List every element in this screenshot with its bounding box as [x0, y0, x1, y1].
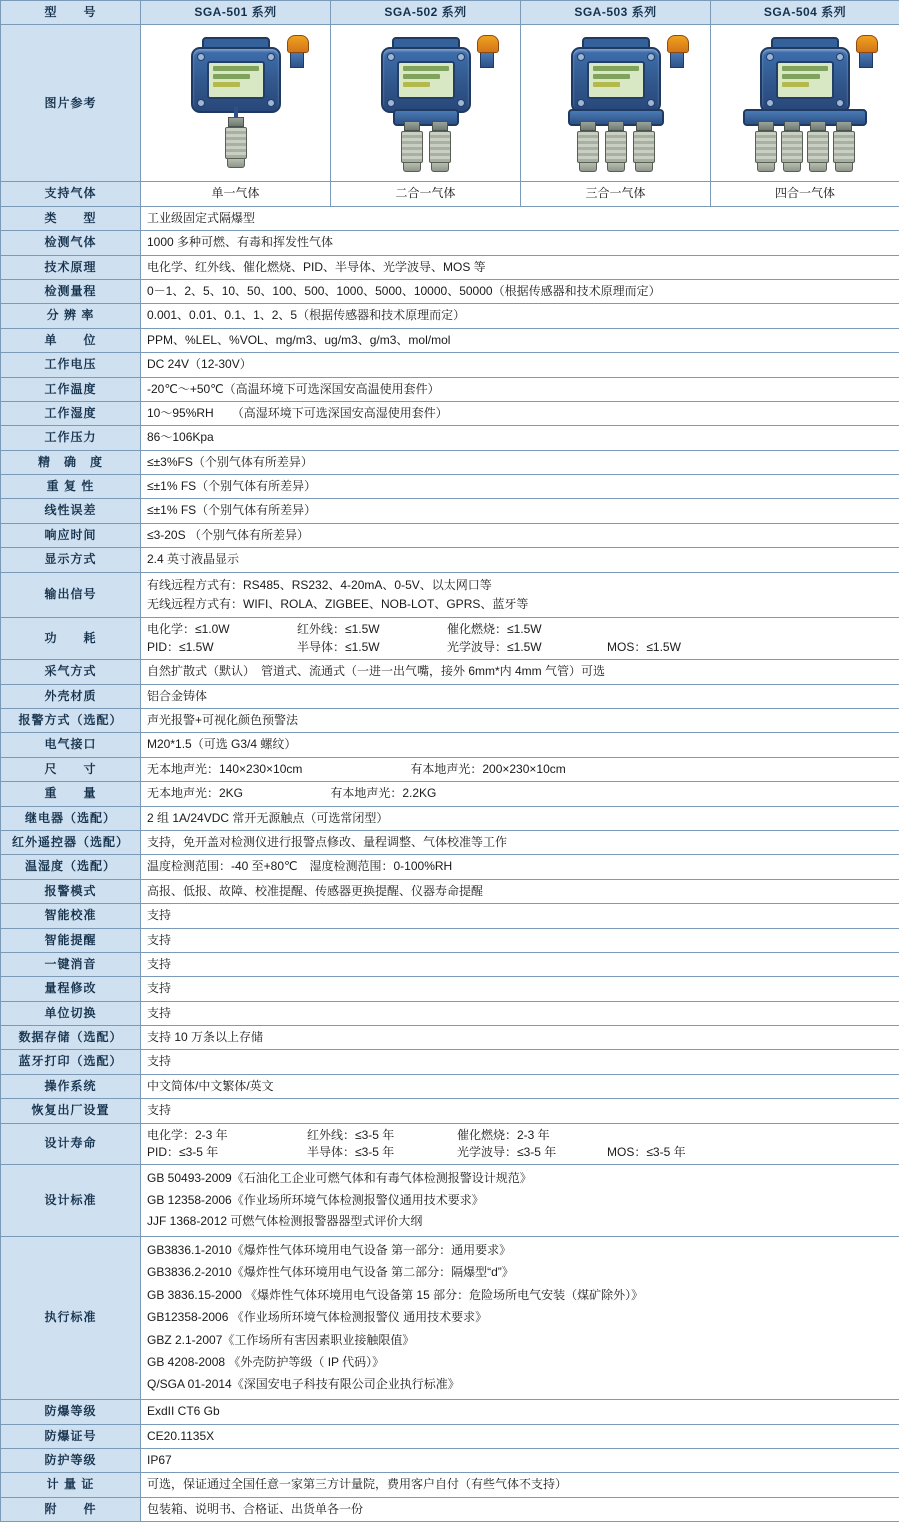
- life-mos: MOS：≤3-5 年: [607, 1144, 747, 1161]
- row-value-bluetooth-print: 支持: [141, 1050, 899, 1074]
- table-row-power: [1, 618, 899, 660]
- row-value-sampling: 自然扩散式（默认） 管道式、流通式（一进一出气嘴，接外 6mm*内 4mm 气管）可选: [141, 660, 899, 684]
- table-row-size: [1, 757, 899, 781]
- table-row: [1, 328, 899, 352]
- row-label-exec-standard: 执行标准: [1, 1236, 141, 1400]
- row-label-voltage: 工作电压: [1, 353, 141, 377]
- row-label-relay: 继电器（选配）: [1, 806, 141, 830]
- table-row-gas: [1, 182, 899, 206]
- row-label-pressure: 工作压力: [1, 426, 141, 450]
- row-label-unit-switch: 单位切换: [1, 1001, 141, 1025]
- sensor-probe: [429, 121, 451, 172]
- design-standard-line: GB 50493-2009《石油化工企业可燃气体和有毒气体检测报警设计规范》: [147, 1168, 893, 1189]
- power-infrared: 红外线：≤1.5W: [297, 621, 447, 638]
- table-row: [1, 304, 899, 328]
- table-row: [1, 1050, 899, 1074]
- row-label-size: 尺 寸: [1, 757, 141, 781]
- row-value-pressure: 86～106Kpa: [141, 426, 899, 450]
- table-row: [1, 499, 899, 523]
- exec-standard-line: GBZ 2.1-2007《工作场所有害因素职业接触限值》: [147, 1329, 893, 1351]
- row-label-model: 型 号: [1, 1, 141, 25]
- row-value-repeatability: ≤±1% FS（个别气体有所差异）: [141, 475, 899, 499]
- row-label-gas: 支持气体: [1, 182, 141, 206]
- row-label-ex-certificate: 防爆证号: [1, 1424, 141, 1448]
- sensor-probe: [755, 121, 777, 172]
- row-value-ex-certificate: CE20.1135X: [141, 1424, 899, 1448]
- row-label-metrology-cert: 计 量 证: [1, 1473, 141, 1497]
- row-label-output: 输出信号: [1, 572, 141, 618]
- row-label-display: 显示方式: [1, 548, 141, 572]
- row-label-unit: 单 位: [1, 328, 141, 352]
- alarm-beacon-icon: [477, 35, 497, 65]
- device-screen-icon: [587, 61, 645, 99]
- row-label-range-modify: 量程修改: [1, 977, 141, 1001]
- exec-standard-line: GB 4208-2008 《外壳防护等级（ IP 代码）》: [147, 1352, 893, 1374]
- table-row: [1, 206, 899, 230]
- row-value-display: 2.4 英寸液晶显示: [141, 548, 899, 572]
- gas-value-2: 二合一气体: [331, 182, 521, 206]
- table-row: [1, 1026, 899, 1050]
- row-label-temp-humidity: 温湿度（选配）: [1, 855, 141, 879]
- row-label-ip-rating: 防护等级: [1, 1449, 141, 1473]
- row-label-detect-gas: 检测气体: [1, 231, 141, 255]
- row-value-range: 0－1、2、5、10、50、100、500、1000、5000、10000、50000（根据传感器和技术原理而定）: [141, 279, 899, 303]
- row-value-principle: 电化学、红外线、催化燃烧、PID、半导体、光学波导、MOS 等: [141, 255, 899, 279]
- row-value-accuracy: ≤±3%FS（个别气体有所差异）: [141, 450, 899, 474]
- row-value-housing: 铝合金铸体: [141, 684, 899, 708]
- row-value-design-standard: [141, 1165, 899, 1236]
- table-row: [1, 928, 899, 952]
- row-value-accessories: 包装箱、说明书、合格证、出货单各一份: [141, 1497, 899, 1521]
- output-line-wireless: 无线远程方式有：WIFI、ROLA、ZIGBEE、NOB-LOT、GPRS、蓝牙等: [147, 595, 893, 614]
- row-label-data-storage: 数据存储（选配）: [1, 1026, 141, 1050]
- sensor-probe: [401, 121, 423, 172]
- row-value-output: [141, 572, 899, 618]
- power-pid: PID：≤1.5W: [147, 639, 297, 656]
- table-row: [1, 377, 899, 401]
- table-row: [1, 830, 899, 854]
- table-row-design-standard: [1, 1165, 899, 1236]
- row-value-response-time: ≤3-20S （个别气体有所差异）: [141, 523, 899, 547]
- table-row: [1, 1001, 899, 1025]
- row-value-design-life: [141, 1123, 899, 1165]
- device-illustration-4: [720, 29, 890, 177]
- row-label-temperature: 工作温度: [1, 377, 141, 401]
- table-row: [1, 548, 899, 572]
- row-label-power: 功 耗: [1, 618, 141, 660]
- product-image-4: [711, 25, 899, 182]
- row-label-type: 类 型: [1, 206, 141, 230]
- row-value-power: [141, 618, 899, 660]
- table-row: [1, 353, 899, 377]
- row-label-repeatability: 重 复 性: [1, 475, 141, 499]
- sensor-probe: [833, 121, 855, 172]
- row-label-linearity: 线性误差: [1, 499, 141, 523]
- row-label-accessories: 附 件: [1, 1497, 141, 1521]
- table-row: [1, 708, 899, 732]
- row-label-principle: 技术原理: [1, 255, 141, 279]
- table-row: [1, 1424, 899, 1448]
- row-value-resolution: 0.001、0.01、0.1、1、2、5（根据传感器和技术原理而定）: [141, 304, 899, 328]
- device-screen-icon: [776, 61, 834, 99]
- sensor-probe: [781, 121, 803, 172]
- sensor-probe: [225, 117, 247, 168]
- row-value-os: 中文简体/中文繁体/英文: [141, 1074, 899, 1098]
- table-row: [1, 1400, 899, 1424]
- row-label-response-time: 响应时间: [1, 523, 141, 547]
- row-value-metrology-cert: 可选，保证通过全国任意一家第三方计量院，费用客户自付（有些气体不支持）: [141, 1473, 899, 1497]
- table-row: [1, 855, 899, 879]
- table-row: [1, 401, 899, 425]
- row-label-alarm-mode-optional: 报警方式（选配）: [1, 708, 141, 732]
- gas-value-3: 三合一气体: [521, 182, 711, 206]
- table-row: [1, 231, 899, 255]
- power-catalytic: 催化燃烧：≤1.5W: [447, 621, 607, 638]
- model-header-2: SGA-502 系列: [331, 1, 521, 25]
- row-value-type: 工业级固定式隔爆型: [141, 206, 899, 230]
- size-with-alarm: 有本地声光：200×230×10cm: [410, 762, 565, 776]
- device-screen-icon: [207, 61, 265, 99]
- row-label-sampling: 采气方式: [1, 660, 141, 684]
- table-row-images: [1, 25, 899, 182]
- exec-standard-line: GB 3836.15-2000 《爆炸性气体环境用电气设备第 15 部分：危险场所电气安装（煤矿除外）》: [147, 1284, 893, 1306]
- row-label-ex-rating: 防爆等级: [1, 1400, 141, 1424]
- model-header-1: SGA-501 系列: [141, 1, 331, 25]
- row-label-resolution: 分 辨 率: [1, 304, 141, 328]
- row-value-humidity: 10～95%RH （高湿环境下可选深国安高湿使用套件）: [141, 401, 899, 425]
- output-line-wired: 有线远程方式有：RS485、RS232、4-20mA、0-5V、以太网口等: [147, 576, 893, 595]
- table-row: [1, 426, 899, 450]
- sensor-probe: [605, 121, 627, 172]
- table-row-model: [1, 1, 899, 25]
- row-value-alarm-modes: 高报、低报、故障、校准提醒、传感器更换提醒、仪器寿命提醒: [141, 879, 899, 903]
- row-value-exec-standard: [141, 1236, 899, 1400]
- gas-value-1: 单一气体: [141, 182, 331, 206]
- power-optical-waveguide: 光学波导：≤1.5W: [447, 639, 607, 656]
- table-row: [1, 1074, 899, 1098]
- row-value-data-storage: 支持 10 万条以上存储: [141, 1026, 899, 1050]
- exec-standard-line: GB3836.1-2010《爆炸性气体环境用电气设备 第一部分：通用要求》: [147, 1240, 893, 1262]
- alarm-beacon-icon: [856, 35, 876, 65]
- sensor-probe: [633, 121, 655, 172]
- life-pid: PID：≤3-5 年: [147, 1144, 307, 1161]
- power-semiconductor: 半导体：≤1.5W: [297, 639, 447, 656]
- weight-with-alarm: 有本地声光：2.2KG: [330, 786, 436, 800]
- row-label-weight: 重 量: [1, 782, 141, 806]
- table-row-exec-standard: [1, 1236, 899, 1400]
- product-image-2: [331, 25, 521, 182]
- table-row: [1, 952, 899, 976]
- table-row: [1, 806, 899, 830]
- table-row: [1, 450, 899, 474]
- row-value-temperature: -20℃～+50℃（高温环境下可选深国安高温使用套件）: [141, 377, 899, 401]
- row-label-housing: 外壳材质: [1, 684, 141, 708]
- row-value-ir-remote: 支持，免开盖对检测仪进行报警点修改、量程调整、气体校准等工作: [141, 830, 899, 854]
- table-row: [1, 733, 899, 757]
- size-without-alarm: 无本地声光：140×230×10cm: [147, 761, 407, 778]
- row-value-ip-rating: IP67: [141, 1449, 899, 1473]
- device-illustration-1: [151, 29, 321, 177]
- device-screen-icon: [397, 61, 455, 99]
- life-electrochemical: 电化学：2-3 年: [147, 1127, 307, 1144]
- table-row-weight: [1, 782, 899, 806]
- row-value-electrical-interface: M20*1.5（可选 G3/4 螺纹）: [141, 733, 899, 757]
- row-label-design-life: 设计寿命: [1, 1123, 141, 1165]
- row-value-size: [141, 757, 899, 781]
- row-value-factory-reset: 支持: [141, 1099, 899, 1123]
- row-value-smart-reminder: 支持: [141, 928, 899, 952]
- table-row: [1, 1473, 899, 1497]
- table-row-output: [1, 572, 899, 618]
- life-semiconductor: 半导体：≤3-5 年: [307, 1144, 457, 1161]
- row-value-one-key-mute: 支持: [141, 952, 899, 976]
- exec-standard-line: GB12358-2006 《作业场所环境气体检测报警仪 通用技术要求》: [147, 1307, 893, 1329]
- exec-standard-line: Q/SGA 01-2014《深国安电子科技有限公司企业执行标准》: [147, 1374, 893, 1396]
- row-label-bluetooth-print: 蓝牙打印（选配）: [1, 1050, 141, 1074]
- row-label-ir-remote: 红外遥控器（选配）: [1, 830, 141, 854]
- row-label-design-standard: 设计标准: [1, 1165, 141, 1236]
- row-value-weight: [141, 782, 899, 806]
- table-row: [1, 1099, 899, 1123]
- product-image-3: [521, 25, 711, 182]
- product-image-1: [141, 25, 331, 182]
- table-row: [1, 684, 899, 708]
- life-optical-waveguide: 光学波导：≤3-5 年: [457, 1144, 607, 1161]
- row-value-linearity: ≤±1% FS（个别气体有所差异）: [141, 499, 899, 523]
- row-label-one-key-mute: 一键消音: [1, 952, 141, 976]
- table-row: [1, 255, 899, 279]
- row-value-relay: 2 组 1A/24VDC 常开无源触点（可选常闭型）: [141, 806, 899, 830]
- alarm-beacon-icon: [287, 35, 307, 65]
- row-value-smart-calibration: 支持: [141, 904, 899, 928]
- design-standard-line: GB 12358-2006《作业场所环境气体检测报警仪通用技术要求》: [147, 1190, 893, 1211]
- table-row: [1, 279, 899, 303]
- row-label-image: 图片参考: [1, 25, 141, 182]
- table-row: [1, 475, 899, 499]
- gas-value-4: 四合一气体: [711, 182, 899, 206]
- exec-standard-line: GB3836.2-2010《爆炸性气体环境用电气设备 第二部分：隔爆型“d”》: [147, 1262, 893, 1284]
- row-value-unit-switch: 支持: [141, 1001, 899, 1025]
- row-label-smart-reminder: 智能提醒: [1, 928, 141, 952]
- row-label-range: 检测量程: [1, 279, 141, 303]
- alarm-beacon-icon: [667, 35, 687, 65]
- design-standard-line: JJF 1368-2012 可燃气体检测报警器器型式评价大纲: [147, 1211, 893, 1232]
- power-mos: MOS：≤1.5W: [607, 639, 747, 656]
- table-row: [1, 904, 899, 928]
- row-value-alarm-mode-optional: 声光报警+可视化颜色预警法: [141, 708, 899, 732]
- sensor-probe: [577, 121, 599, 172]
- device-illustration-2: [341, 29, 511, 177]
- row-value-detect-gas: 1000 多种可燃、有毒和挥发性气体: [141, 231, 899, 255]
- row-label-accuracy: 精 确 度: [1, 450, 141, 474]
- row-label-electrical-interface: 电气接口: [1, 733, 141, 757]
- sensor-probe: [807, 121, 829, 172]
- row-label-smart-calibration: 智能校准: [1, 904, 141, 928]
- row-value-ex-rating: ExdII CT6 Gb: [141, 1400, 899, 1424]
- row-label-humidity: 工作湿度: [1, 401, 141, 425]
- life-infrared: 红外线：≤3-5 年: [307, 1127, 457, 1144]
- table-row: [1, 523, 899, 547]
- row-value-temp-humidity: 温度检测范围：-40 至+80℃ 湿度检测范围：0-100%RH: [141, 855, 899, 879]
- table-row: [1, 1497, 899, 1521]
- row-value-unit: PPM、%LEL、%VOL、mg/m3、ug/m3、g/m3、mol/mol: [141, 328, 899, 352]
- power-electrochemical: 电化学：≤1.0W: [147, 621, 297, 638]
- table-row-life: [1, 1123, 899, 1165]
- device-illustration-3: [531, 29, 701, 177]
- life-catalytic: 催化燃烧：2-3 年: [457, 1127, 607, 1144]
- table-row: [1, 977, 899, 1001]
- row-value-range-modify: 支持: [141, 977, 899, 1001]
- row-value-voltage: DC 24V（12-30V）: [141, 353, 899, 377]
- table-row: [1, 879, 899, 903]
- row-label-alarm-modes: 报警模式: [1, 879, 141, 903]
- table-row: [1, 660, 899, 684]
- model-header-3: SGA-503 系列: [521, 1, 711, 25]
- weight-without-alarm: 无本地声光：2KG: [147, 785, 327, 802]
- table-row: [1, 1449, 899, 1473]
- model-header-4: SGA-504 系列: [711, 1, 899, 25]
- row-label-os: 操作系统: [1, 1074, 141, 1098]
- row-label-factory-reset: 恢复出厂设置: [1, 1099, 141, 1123]
